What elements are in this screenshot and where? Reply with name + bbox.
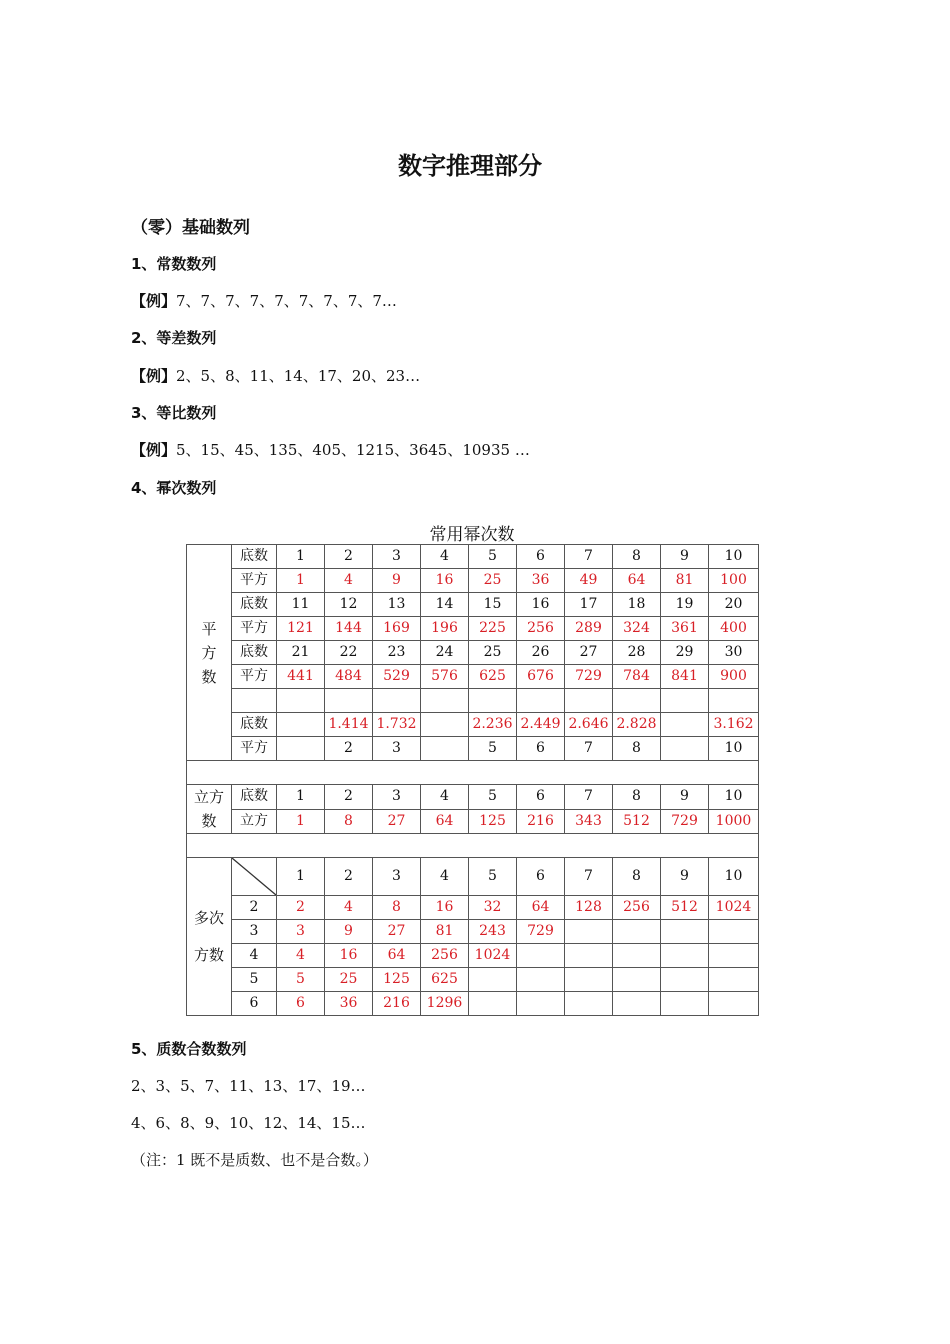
- table-cell: 5: [469, 785, 517, 810]
- table-cell: 3: [373, 785, 421, 810]
- table-cell: 1: [277, 785, 325, 810]
- table-cell: 16: [421, 569, 469, 593]
- table-cell: 841: [661, 665, 709, 689]
- item-heading-constant: 1、常数数列: [131, 255, 217, 273]
- empty-cell: [373, 689, 421, 713]
- table-cell: 1: [277, 569, 325, 593]
- table-cell: 9: [661, 785, 709, 810]
- table-cell: 6: [277, 992, 325, 1016]
- table-cell: 216: [373, 992, 421, 1016]
- table-cell: 14: [421, 593, 469, 617]
- table-cell: 400: [709, 617, 759, 641]
- table-cell: 17: [565, 593, 613, 617]
- table-cell: 1024: [709, 896, 759, 920]
- power-table: [186, 544, 759, 1016]
- table-cell: 29: [661, 641, 709, 665]
- table-cell: 15: [469, 593, 517, 617]
- table-cell: 64: [373, 944, 421, 968]
- row-label-base: 底数: [232, 593, 277, 617]
- label-char: 方: [201, 643, 217, 662]
- table-cell: [661, 737, 709, 761]
- separator-row: [187, 761, 759, 785]
- table-cell: 27: [565, 641, 613, 665]
- table-cell: 512: [661, 896, 709, 920]
- multi-header-cell: 10: [709, 858, 759, 896]
- table-cell: 9: [373, 569, 421, 593]
- table-cell: 2: [277, 896, 325, 920]
- table-cell: [565, 944, 613, 968]
- table-cell: 32: [469, 896, 517, 920]
- multi-header-cell: 7: [565, 858, 613, 896]
- table-cell: 1000: [709, 809, 759, 834]
- table-row: [187, 834, 759, 858]
- table-cell: 16: [517, 593, 565, 617]
- table-cell: 576: [421, 665, 469, 689]
- table-cell: 729: [661, 809, 709, 834]
- empty-cell: [277, 689, 325, 713]
- table-cell: 125: [469, 809, 517, 834]
- multi-header-cell: 5: [469, 858, 517, 896]
- table-cell: 25: [469, 641, 517, 665]
- table-cell: 27: [373, 920, 421, 944]
- table-cell: 10: [709, 785, 759, 810]
- table-cell: 216: [517, 809, 565, 834]
- table-cell: 8: [613, 785, 661, 810]
- table-cell: 36: [325, 992, 373, 1016]
- row-label-square: 平方: [232, 569, 277, 593]
- table-cell: [517, 944, 565, 968]
- table-row: [187, 665, 759, 689]
- table-cell: [613, 968, 661, 992]
- label-char: 平: [201, 619, 217, 638]
- table-cell: 6: [517, 737, 565, 761]
- row-label-square: 平方: [232, 737, 277, 761]
- row-label-square: 平方: [232, 665, 277, 689]
- table-cell: 2: [325, 785, 373, 810]
- table-cell: 343: [565, 809, 613, 834]
- page-title: 数字推理部分: [398, 152, 542, 180]
- example-geometric: [131, 439, 530, 460]
- row-label-base: 底数: [232, 713, 277, 737]
- table-cell: 324: [613, 617, 661, 641]
- table-cell: 9: [325, 920, 373, 944]
- table-cell: 16: [325, 944, 373, 968]
- table-cell: 2: [325, 737, 373, 761]
- table-row: [187, 992, 759, 1016]
- label-char: 方数: [193, 945, 224, 964]
- prime-list: 2、3、5、7、11、13、17、19…: [131, 1077, 366, 1095]
- table-cell: 13: [373, 593, 421, 617]
- table-cell: [469, 992, 517, 1016]
- table-cell: 1: [277, 545, 325, 569]
- table-cell: 8: [373, 896, 421, 920]
- multi-header-cell: 3: [373, 858, 421, 896]
- table-caption: 常用幂次数: [429, 525, 515, 545]
- multi-header-cell: 6: [517, 858, 565, 896]
- empty-cell: [613, 689, 661, 713]
- table-cell: [277, 737, 325, 761]
- table-row: [187, 593, 759, 617]
- table-cell: 4: [277, 944, 325, 968]
- table-cell: 26: [517, 641, 565, 665]
- table-cell: 289: [565, 617, 613, 641]
- table-row: [187, 641, 759, 665]
- table-cell: 25: [325, 968, 373, 992]
- table-cell: 7: [565, 785, 613, 810]
- table-cell: 729: [565, 665, 613, 689]
- multi-group-label: [187, 858, 232, 1016]
- row-label-base: 底数: [232, 785, 277, 810]
- table-cell: 169: [373, 617, 421, 641]
- empty-cell: [421, 689, 469, 713]
- example-constant: [131, 290, 397, 311]
- table-cell: 64: [517, 896, 565, 920]
- row-label-base: 底数: [232, 545, 277, 569]
- table-cell: [421, 713, 469, 737]
- table-cell: 676: [517, 665, 565, 689]
- table-cell: 2.646: [565, 713, 613, 737]
- table-cell: 11: [277, 593, 325, 617]
- note-text: （注：1 既不是质数、也不是合数。）: [131, 1151, 378, 1169]
- table-cell: 18: [613, 593, 661, 617]
- table-cell: 729: [517, 920, 565, 944]
- exponent-label: 6: [232, 992, 277, 1016]
- table-cell: 16: [421, 896, 469, 920]
- table-cell: 100: [709, 569, 759, 593]
- table-cell: 125: [373, 968, 421, 992]
- table-cell: 128: [565, 896, 613, 920]
- separator-row: [187, 834, 759, 858]
- table-cell: [469, 968, 517, 992]
- table-row: [187, 896, 759, 920]
- example-text: 5、15、45、135、405、1215、3645、10935 …: [176, 441, 530, 459]
- empty-cell: [469, 689, 517, 713]
- table-cell: 8: [613, 545, 661, 569]
- item-heading-geometric: 3、等比数列: [131, 404, 217, 422]
- example-text: 7、7、7、7、7、7、7、7、7…: [176, 292, 397, 310]
- square-group-label: [187, 545, 232, 761]
- table-cell: 361: [661, 617, 709, 641]
- table-cell: 243: [469, 920, 517, 944]
- empty-cell: [709, 689, 759, 713]
- table-cell: 25: [469, 569, 517, 593]
- table-cell: 81: [421, 920, 469, 944]
- table-cell: 2.828: [613, 713, 661, 737]
- table-cell: 8: [613, 737, 661, 761]
- item-heading-prime: 5、质数合数数列: [131, 1040, 247, 1058]
- table-row: [187, 617, 759, 641]
- item-heading-power: 4、幂次数列: [131, 479, 217, 497]
- table-cell: 4: [325, 569, 373, 593]
- multi-header-cell: 8: [613, 858, 661, 896]
- table-row: [187, 569, 759, 593]
- table-cell: 21: [277, 641, 325, 665]
- diagonal-line: [232, 858, 276, 895]
- diagonal-header-cell: [232, 858, 277, 896]
- example-tag: 【例】: [131, 441, 177, 459]
- table-cell: [613, 944, 661, 968]
- table-cell: 784: [613, 665, 661, 689]
- table-cell: [661, 944, 709, 968]
- table-cell: [709, 944, 759, 968]
- table-cell: 36: [517, 569, 565, 593]
- row-label-base: 底数: [232, 641, 277, 665]
- table-cell: 256: [517, 617, 565, 641]
- table-cell: 10: [709, 545, 759, 569]
- table-cell: [661, 992, 709, 1016]
- exponent-label: 5: [232, 968, 277, 992]
- table-cell: [421, 737, 469, 761]
- table-cell: 1296: [421, 992, 469, 1016]
- empty-cell: [565, 689, 613, 713]
- table-cell: 19: [661, 593, 709, 617]
- cube-section: [187, 761, 759, 858]
- table-row: [187, 761, 759, 785]
- table-cell: [661, 920, 709, 944]
- row-label-cube: 立方: [232, 809, 277, 834]
- example-tag: 【例】: [131, 367, 177, 385]
- table-cell: [661, 713, 709, 737]
- table-cell: 27: [373, 809, 421, 834]
- table-cell: 49: [565, 569, 613, 593]
- multi-header-cell: 1: [277, 858, 325, 896]
- table-cell: 529: [373, 665, 421, 689]
- table-cell: [565, 968, 613, 992]
- table-cell: 625: [421, 968, 469, 992]
- empty-cell: [325, 689, 373, 713]
- label-char: 多次: [193, 908, 224, 927]
- cube-group-label: [187, 785, 232, 834]
- section-heading: （零）基础数列: [131, 218, 250, 238]
- table-cell: 144: [325, 617, 373, 641]
- table-cell: 225: [469, 617, 517, 641]
- table-cell: 900: [709, 665, 759, 689]
- example-tag: 【例】: [131, 292, 177, 310]
- table-cell: 5: [469, 545, 517, 569]
- table-row: [187, 689, 759, 713]
- table-cell: 3: [373, 545, 421, 569]
- table-cell: 625: [469, 665, 517, 689]
- square-section: [187, 545, 759, 761]
- table-row: [187, 968, 759, 992]
- table-cell: 4: [325, 896, 373, 920]
- table-row: [187, 809, 759, 834]
- table-cell: 64: [613, 569, 661, 593]
- table-cell: 5: [469, 737, 517, 761]
- table-cell: [709, 920, 759, 944]
- row-label-square: 平方: [232, 617, 277, 641]
- table-cell: 6: [517, 545, 565, 569]
- table-cell: 512: [613, 809, 661, 834]
- table-cell: 28: [613, 641, 661, 665]
- table-cell: 10: [709, 737, 759, 761]
- table-cell: 3: [373, 737, 421, 761]
- table-cell: 3.162: [709, 713, 759, 737]
- exponent-label: 2: [232, 896, 277, 920]
- multi-header-cell: 4: [421, 858, 469, 896]
- table-cell: 9: [661, 545, 709, 569]
- example-text: 2、5、8、11、14、17、20、23…: [176, 367, 421, 385]
- table-cell: [565, 992, 613, 1016]
- multi-header-cell: 2: [325, 858, 373, 896]
- table-cell: 24: [421, 641, 469, 665]
- table-cell: 196: [421, 617, 469, 641]
- table-cell: 7: [565, 545, 613, 569]
- table-cell: 81: [661, 569, 709, 593]
- table-cell: [517, 968, 565, 992]
- table-cell: [661, 968, 709, 992]
- table-cell: 1024: [469, 944, 517, 968]
- table-cell: 256: [421, 944, 469, 968]
- table-cell: 4: [421, 785, 469, 810]
- table-cell: 484: [325, 665, 373, 689]
- table-cell: 5: [277, 968, 325, 992]
- table-cell: 1.732: [373, 713, 421, 737]
- table-cell: 22: [325, 641, 373, 665]
- label-char: 数: [201, 667, 217, 686]
- table-cell: 1.414: [325, 713, 373, 737]
- table-cell: 1: [277, 809, 325, 834]
- table-cell: 12: [325, 593, 373, 617]
- item-heading-arithmetic: 2、等差数列: [131, 329, 217, 347]
- empty-cell: [232, 689, 277, 713]
- label-char: 数: [201, 812, 217, 830]
- table-cell: [517, 992, 565, 1016]
- label-char: 立方: [193, 788, 224, 806]
- table-cell: 121: [277, 617, 325, 641]
- table-cell: [613, 920, 661, 944]
- table-cell: 441: [277, 665, 325, 689]
- empty-cell: [661, 689, 709, 713]
- table-cell: 30: [709, 641, 759, 665]
- table-row: [187, 737, 759, 761]
- table-cell: 2.236: [469, 713, 517, 737]
- table-cell: 6: [517, 785, 565, 810]
- table-cell: 2: [325, 545, 373, 569]
- table-row: [187, 920, 759, 944]
- multi-section: [187, 858, 759, 1016]
- table-cell: 7: [565, 737, 613, 761]
- table-cell: [709, 992, 759, 1016]
- exponent-label: 4: [232, 944, 277, 968]
- table-cell: 8: [325, 809, 373, 834]
- table-cell: [709, 968, 759, 992]
- table-cell: 2.449: [517, 713, 565, 737]
- table-cell: 256: [613, 896, 661, 920]
- table-cell: [613, 992, 661, 1016]
- table-row: [187, 944, 759, 968]
- table-cell: 64: [421, 809, 469, 834]
- table-cell: 4: [421, 545, 469, 569]
- exponent-label: 3: [232, 920, 277, 944]
- composite-list: 4、6、8、9、10、12、14、15…: [131, 1114, 366, 1132]
- table-cell: [277, 713, 325, 737]
- table-row: [187, 785, 759, 810]
- empty-cell: [517, 689, 565, 713]
- example-arithmetic: [131, 365, 420, 386]
- table-cell: 20: [709, 593, 759, 617]
- table-cell: [565, 920, 613, 944]
- table-row: [187, 858, 759, 896]
- table-cell: 3: [277, 920, 325, 944]
- table-cell: 23: [373, 641, 421, 665]
- multi-header-cell: 9: [661, 858, 709, 896]
- table-row: [187, 713, 759, 737]
